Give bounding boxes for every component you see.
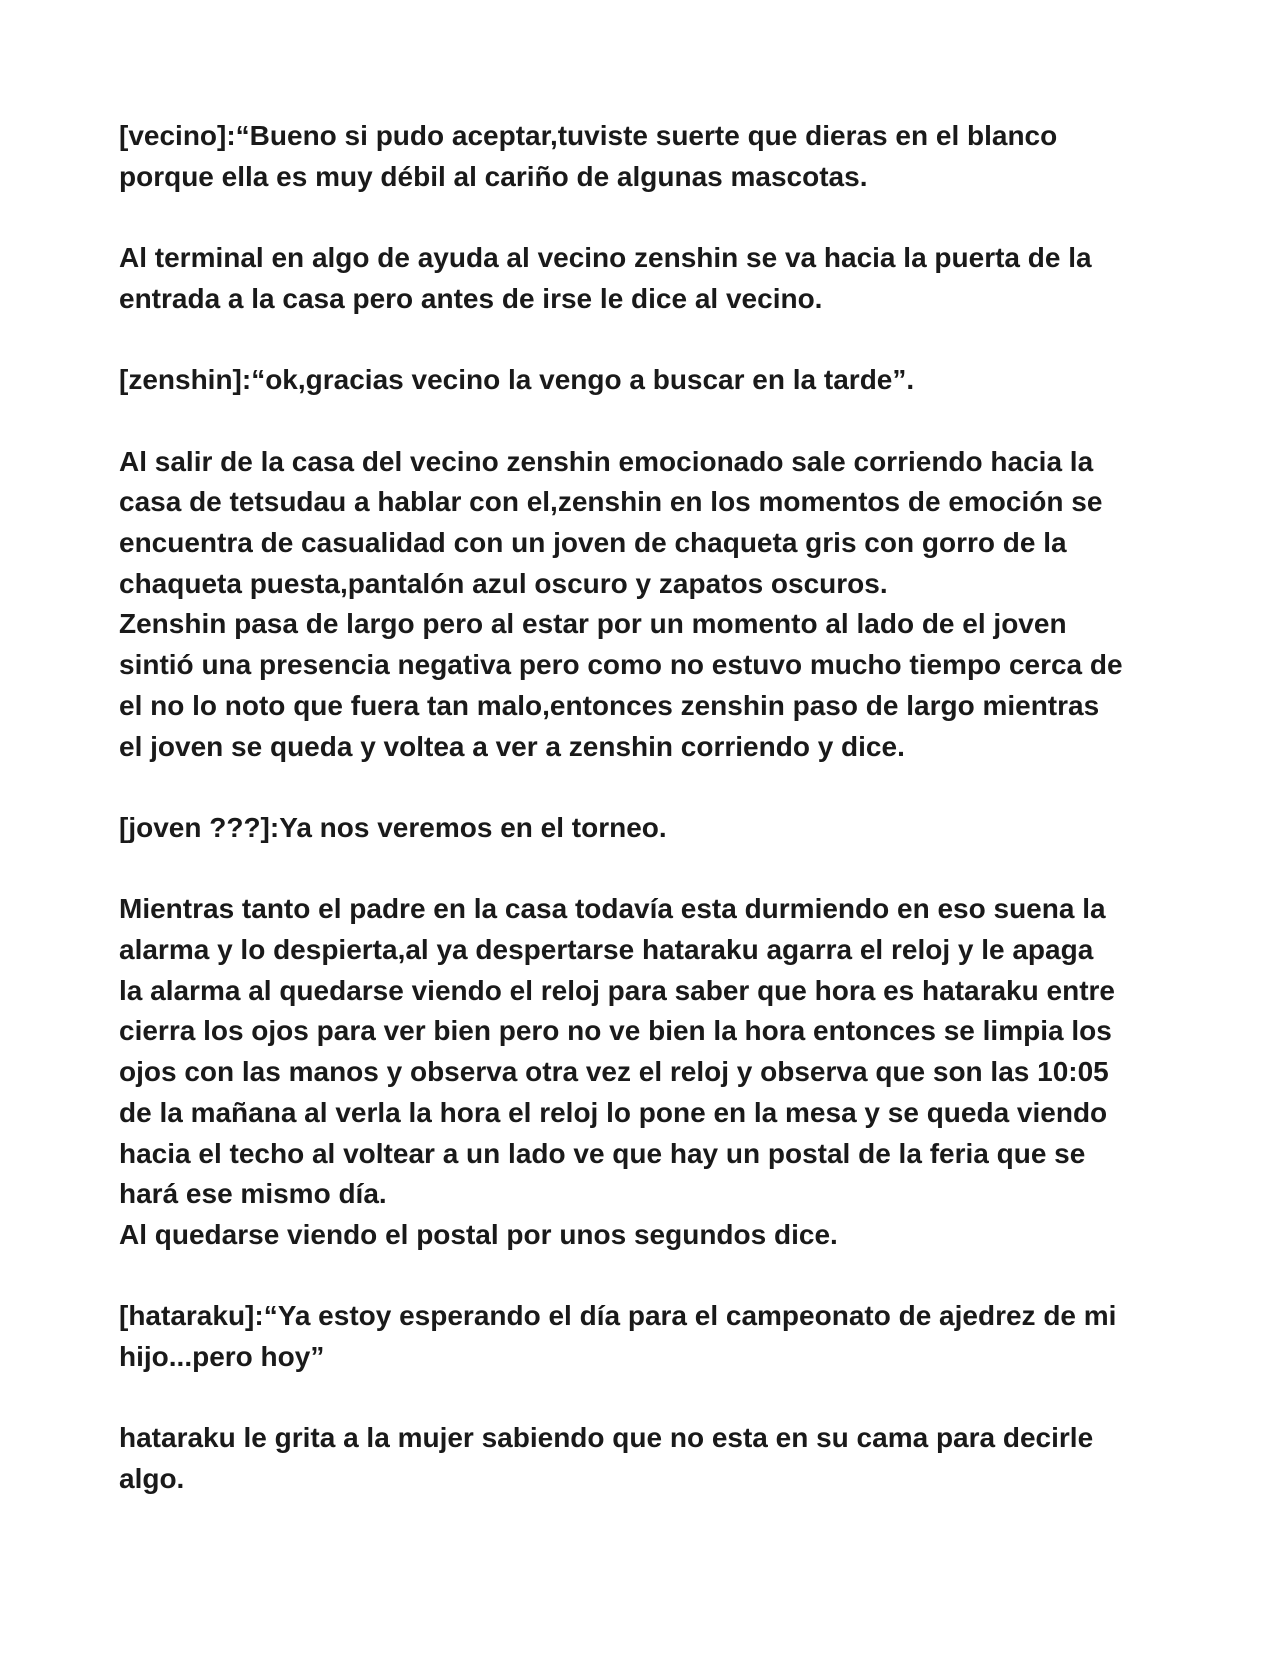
text-line: [hataraku]:“Ya estoy esperando el día para el campeonato de ajedrez de mi [119,1300,1117,1332]
text-line: alarma y lo despierta,al ya despertarse hataraku agarra el reloj y le apaga [119,933,1094,965]
text-line: ojos con las manos y observa otra vez el reloj y observa que son las 10:05 [119,1056,1109,1088]
text-line: entrada a la casa pero antes de irse le dice al vecino. [119,282,823,314]
text-line: encuentra de casualidad con un joven de chaqueta gris con gorro de la [119,526,1067,558]
text-line: porque ella es muy débil al cariño de algunas mascotas. [119,160,868,192]
text-line: de la mañana al verla la hora el reloj lo pone en la mesa y se queda viendo [119,1096,1108,1128]
paragraph-narration [119,442,1179,768]
paragraph-hataraku-dialogue [119,1296,1179,1377]
paragraph-joven-dialogue [119,808,1179,849]
text-line: hará ese mismo día. [119,1178,387,1210]
text-line: Zenshin pasa de largo pero al estar por un momento al lado de el joven [119,608,1067,640]
text-line: sintió una presencia negativa pero como no estuvo mucho tiempo cerca de [119,649,1123,681]
text-line: la alarma al quedarse viendo el reloj para saber que hora es hataraku entre [119,974,1115,1006]
text-line: Al salir de la casa del vecino zenshin emocionado sale corriendo hacia la [119,445,1094,477]
paragraph-vecino-dialogue [119,116,1179,197]
paragraph-narration [119,889,1179,1255]
paragraph-narration [119,238,1179,319]
text-line: [vecino]:“Bueno si pudo aceptar,tuviste suerte que dieras en el blanco [119,120,1058,151]
document-body [119,116,1179,1540]
text-line: hijo...pero hoy” [119,1341,325,1372]
text-line: hataraku le grita a la mujer sabiendo que no esta en su cama para decirle [119,1422,1094,1454]
text-line: [zenshin]:“ok,gracias vecino la vengo a buscar en la tarde”. [119,364,915,396]
text-line: cierra los ojos para ver bien pero no ve bien la hora entonces se limpia los [119,1015,1112,1047]
text-line: hacia el techo al voltear a un lado ve que hay un postal de la feria que se [119,1137,1086,1169]
text-line: [joven ???]:Ya nos veremos en el torneo. [119,811,667,843]
text-line: chaqueta puesta,pantalón azul oscuro y zapatos oscuros. [119,567,888,599]
paragraph-narration [119,1418,1179,1499]
text-line: Al terminal en algo de ayuda al vecino zenshin se va hacia la puerta de la [119,242,1092,274]
text-line: el no lo noto que fuera tan malo,entonces zenshin paso de largo mientras [119,689,1100,721]
text-line: el joven se queda y voltea a ver a zenshin corriendo y dice. [119,730,905,762]
text-line: algo. [119,1463,185,1495]
text-line: Mientras tanto el padre en la casa todavía esta durmiendo en eso suena la [119,893,1106,925]
text-line: casa de tetsudau a hablar con el,zenshin en los momentos de emoción se [119,486,1103,518]
text-line: Al quedarse viendo el postal por unos segundos dice. [119,1218,838,1250]
paragraph-zenshin-dialogue [119,360,1179,401]
